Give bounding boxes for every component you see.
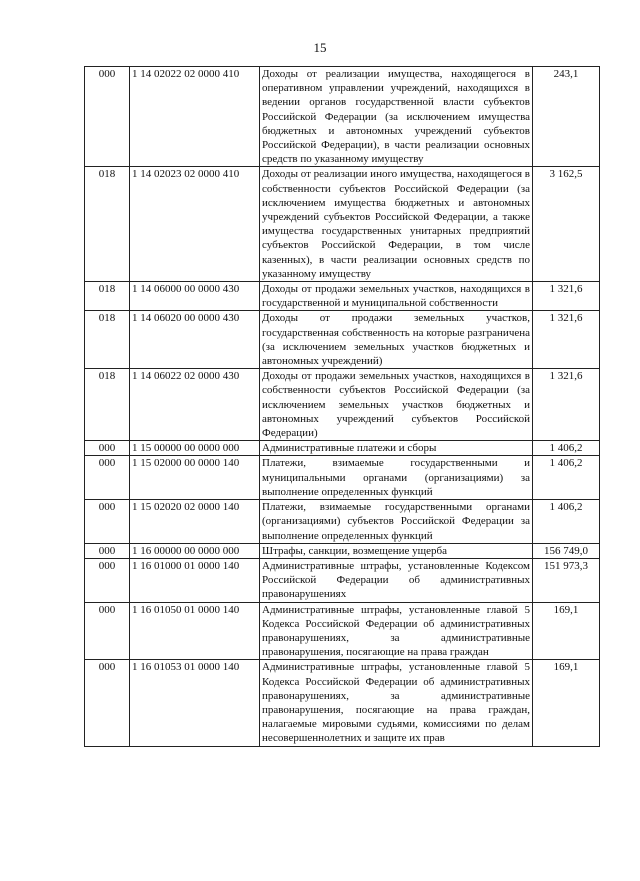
- table-row: [85, 167, 600, 282]
- budget-code-cell: 1 15 02000 00 0000 140: [130, 456, 260, 500]
- budget-code-cell: 1 14 06022 02 0000 430: [130, 369, 260, 441]
- admin-code-cell: 000: [85, 602, 130, 660]
- revenue-name-cell: Доходы от продажи земельных участков, государственная собственность на которые разграничена (за исключением земельных участков бюджетных и автономных учреждений): [260, 311, 533, 369]
- revenue-name-cell: Платежи, взимаемые государственными органами (организациями) субъектов Российской Федерации за выполнение определенных функций: [260, 500, 533, 544]
- amount-cell: 1 406,2: [533, 441, 600, 456]
- table-row: [85, 543, 600, 558]
- amount-cell: 1 321,6: [533, 369, 600, 441]
- admin-code-cell: 000: [85, 500, 130, 544]
- budget-code-cell: 1 14 06000 00 0000 430: [130, 282, 260, 311]
- page-number: 15: [313, 40, 327, 55]
- table-row: [85, 602, 600, 660]
- revenue-name-cell: Доходы от реализации иного имущества, находящегося в собственности субъектов Российской Федерации (за исключением имущества бюджетных и автономных учреждений субъектов Российской Федерации, а также имущества государственных унитарных предприятий субъектов Российской Федерации, в том числе казенных), в части реализации основных средств по указанному имуществу: [260, 167, 533, 282]
- revenue-name-cell: Доходы от продажи земельных участков, находящихся в государственной и муниципальной собственности: [260, 282, 533, 311]
- table-row: [85, 441, 600, 456]
- revenue-name-cell: Доходы от реализации имущества, находящегося в оперативном управлении учреждений, находящихся в ведении органов государственной власти субъектов Российской Федерации (за исключением имущества бюджетных и автономных учреждений субъектов Российской Федерации), в части реализации основных средств по указанному имуществу: [260, 67, 533, 167]
- amount-cell: 1 406,2: [533, 456, 600, 500]
- amount-cell: 1 321,6: [533, 311, 600, 369]
- admin-code-cell: 000: [85, 441, 130, 456]
- budget-code-cell: 1 14 02022 02 0000 410: [130, 67, 260, 167]
- amount-cell: 169,1: [533, 602, 600, 660]
- revenue-name-cell: Административные штрафы, установленные главой 5 Кодекса Российской Федерации об административных правонарушениях, за административные правонарушения, посягающие на права граждан, налагаемые мировыми судьями, комиссиями по делам несовершеннолетних и защите их прав: [260, 660, 533, 746]
- amount-cell: 156 749,0: [533, 543, 600, 558]
- budget-code-cell: 1 16 01000 01 0000 140: [130, 558, 260, 602]
- amount-cell: 3 162,5: [533, 167, 600, 282]
- revenue-name-cell: Административные штрафы, установленные главой 5 Кодекса Российской Федерации об административных правонарушениях, за административные правонарушения, посягающие на права граждан: [260, 602, 533, 660]
- budget-code-cell: 1 16 00000 00 0000 000: [130, 543, 260, 558]
- table-row: [85, 369, 600, 441]
- admin-code-cell: 000: [85, 456, 130, 500]
- table-row: [85, 500, 600, 544]
- table-row: [85, 456, 600, 500]
- table-row: [85, 67, 600, 167]
- revenue-name-cell: Административные штрафы, установленные Кодексом Российской Федерации об административных правонарушениях: [260, 558, 533, 602]
- table-row: [85, 558, 600, 602]
- amount-cell: 151 973,3: [533, 558, 600, 602]
- admin-code-cell: 018: [85, 282, 130, 311]
- revenue-name-cell: Платежи, взимаемые государственными и муниципальными органами (организациями) за выполнение определенных функций: [260, 456, 533, 500]
- budget-code-cell: 1 15 02020 02 0000 140: [130, 500, 260, 544]
- admin-code-cell: 000: [85, 660, 130, 746]
- table-row: [85, 311, 600, 369]
- budget-code-cell: 1 14 06020 00 0000 430: [130, 311, 260, 369]
- table-row: [85, 660, 600, 746]
- budget-code-cell: 1 16 01053 01 0000 140: [130, 660, 260, 746]
- admin-code-cell: 018: [85, 311, 130, 369]
- amount-cell: 169,1: [533, 660, 600, 746]
- revenue-name-cell: Административные платежи и сборы: [260, 441, 533, 456]
- amount-cell: 1 321,6: [533, 282, 600, 311]
- amount-cell: 1 406,2: [533, 500, 600, 544]
- admin-code-cell: 000: [85, 558, 130, 602]
- amount-cell: 243,1: [533, 67, 600, 167]
- admin-code-cell: 000: [85, 543, 130, 558]
- budget-code-cell: 1 16 01050 01 0000 140: [130, 602, 260, 660]
- budget-code-cell: 1 15 00000 00 0000 000: [130, 441, 260, 456]
- admin-code-cell: 018: [85, 369, 130, 441]
- revenue-name-cell: Доходы от продажи земельных участков, находящихся в собственности субъектов Российской Федерации (за исключением земельных участков бюджетных и автономных учреждений субъектов Российской Федерации): [260, 369, 533, 441]
- budget-code-cell: 1 14 02023 02 0000 410: [130, 167, 260, 282]
- admin-code-cell: 018: [85, 167, 130, 282]
- revenue-name-cell: Штрафы, санкции, возмещение ущерба: [260, 543, 533, 558]
- revenue-table: [84, 66, 600, 747]
- table-row: [85, 282, 600, 311]
- admin-code-cell: 000: [85, 67, 130, 167]
